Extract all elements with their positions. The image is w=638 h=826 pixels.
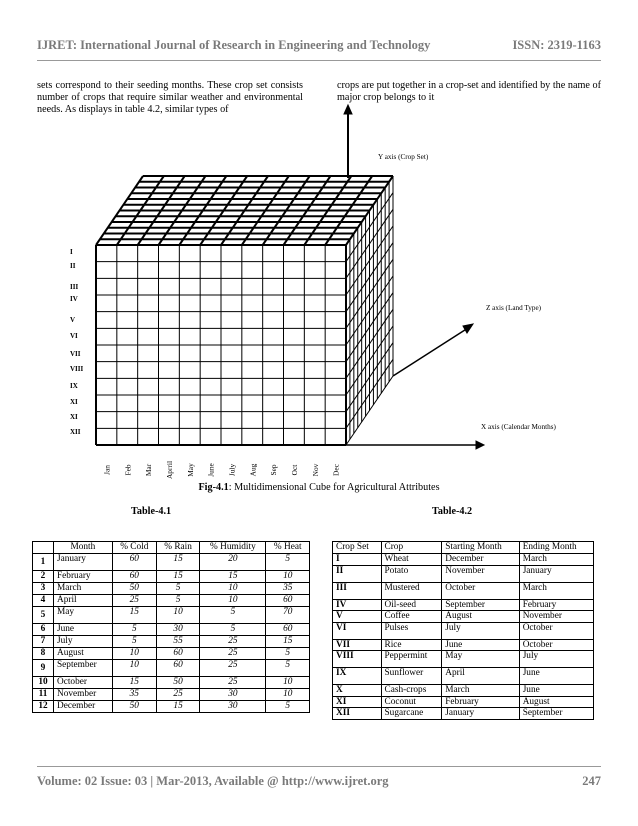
- col-starting-month: Starting Month: [442, 542, 519, 554]
- col-rain: % Rain: [156, 542, 199, 554]
- cell-end: March: [519, 582, 593, 599]
- cell-n: 6: [33, 624, 54, 636]
- cell-month: February: [54, 571, 113, 583]
- cell-n: 9: [33, 660, 54, 677]
- cell-n: 12: [33, 701, 54, 713]
- cell-n: 3: [33, 583, 54, 595]
- table-row: [333, 554, 594, 566]
- cell-set: X: [333, 685, 382, 697]
- cell-humidity: 25: [200, 648, 266, 660]
- cell-heat: 60: [266, 624, 310, 636]
- cell-start: August: [442, 611, 519, 623]
- cell-rain: 30: [156, 624, 199, 636]
- cell-set: I: [333, 554, 382, 566]
- cell-start: March: [442, 685, 519, 697]
- cell-end: October: [519, 622, 593, 639]
- cell-humidity: 30: [200, 701, 266, 713]
- cell-set: IX: [333, 668, 382, 685]
- cell-crop: Coconut: [381, 696, 442, 708]
- cell-crop: Sunflower: [381, 668, 442, 685]
- row-label: VI: [70, 332, 78, 340]
- cell-end: March: [519, 554, 593, 566]
- cell-crop: Wheat: [381, 554, 442, 566]
- crop-set-table: [332, 541, 594, 720]
- table-row: [333, 668, 594, 685]
- footer-volume: Volume: 02 Issue: 03 | Mar-2013, Available @ http://www.ijret.org: [37, 774, 389, 788]
- table1-caption: Table-4.1: [131, 506, 172, 517]
- cell-cold: 5: [112, 636, 156, 648]
- cell-cold: 25: [112, 595, 156, 607]
- cell-end: August: [519, 696, 593, 708]
- cell-heat: 70: [266, 607, 310, 624]
- weather-table: [32, 541, 310, 713]
- cell-cold: 15: [112, 677, 156, 689]
- cell-set: XII: [333, 708, 382, 720]
- cell-set: VI: [333, 622, 382, 639]
- cell-heat: 5: [266, 660, 310, 677]
- row-label: XI: [70, 398, 78, 406]
- cell-cold: 5: [112, 624, 156, 636]
- cell-start: January: [442, 708, 519, 720]
- cell-month: May: [54, 607, 113, 624]
- figure-caption-text: : Multidimensional Cube for Agricultural Attributes: [228, 482, 440, 493]
- cell-n: 10: [33, 677, 54, 689]
- journal-title: IJRET: International Journal of Research in Engineering and Technology: [37, 38, 431, 52]
- table-row: [33, 660, 310, 677]
- col-crop: Crop: [381, 542, 442, 554]
- cell-cold: 10: [112, 648, 156, 660]
- table-row: [333, 582, 594, 599]
- cell-humidity: 30: [200, 689, 266, 701]
- table-row: [33, 583, 310, 595]
- cell-set: VIII: [333, 651, 382, 668]
- cell-rain: 55: [156, 636, 199, 648]
- page-number: 247: [582, 774, 601, 788]
- cell-month: November: [54, 689, 113, 701]
- cell-rain: 15: [156, 554, 199, 571]
- month-label: Sep: [269, 464, 279, 476]
- cell-crop: Oil-seed: [381, 599, 442, 611]
- cell-start: July: [442, 622, 519, 639]
- table-row: [33, 607, 310, 624]
- table-row: [33, 701, 310, 713]
- cell-start: June: [442, 639, 519, 651]
- journal-link[interactable]: http://www.ijret.org: [281, 774, 389, 788]
- cell-humidity: 15: [200, 571, 266, 583]
- table-row: [333, 685, 594, 697]
- month-label: Aprril: [164, 460, 174, 480]
- cell-end: January: [519, 565, 593, 582]
- cell-n: 11: [33, 689, 54, 701]
- z-axis-line: [393, 328, 468, 376]
- table-row: [33, 554, 310, 571]
- cell-rain: 60: [156, 660, 199, 677]
- x-axis-arrow-icon: [476, 441, 484, 449]
- cell-rain: 50: [156, 677, 199, 689]
- table-row: [33, 689, 310, 701]
- table-row: [33, 571, 310, 583]
- cell-humidity: 10: [200, 583, 266, 595]
- month-label: Nov: [310, 463, 320, 477]
- y-axis-label: Y axis (Crop Set): [378, 153, 429, 161]
- cell-rain: 60: [156, 648, 199, 660]
- col-cold: % Cold: [112, 542, 156, 554]
- cell-set: XI: [333, 696, 382, 708]
- month-label: Mar: [144, 463, 154, 477]
- row-label: XI: [70, 413, 78, 421]
- col-crop-set: Crop Set: [333, 542, 382, 554]
- cell-month: June: [54, 624, 113, 636]
- cell-rain: 10: [156, 607, 199, 624]
- cell-cold: 15: [112, 607, 156, 624]
- month-label: Oct: [289, 464, 299, 476]
- cell-rain: 5: [156, 583, 199, 595]
- cell-cold: 50: [112, 701, 156, 713]
- cell-set: VII: [333, 639, 382, 651]
- cell-month: July: [54, 636, 113, 648]
- cell-n: 5: [33, 607, 54, 624]
- col-ending-month: Ending Month: [519, 542, 593, 554]
- cell-cold: 10: [112, 660, 156, 677]
- cell-humidity: 10: [200, 595, 266, 607]
- cell-end: February: [519, 599, 593, 611]
- row-label: V: [70, 316, 76, 324]
- month-label: May: [185, 463, 195, 477]
- month-label: July: [227, 463, 237, 477]
- cell-month: January: [54, 554, 113, 571]
- cell-heat: 5: [266, 554, 310, 571]
- table2-caption: Table-4.2: [432, 506, 473, 517]
- cell-rain: 15: [156, 571, 199, 583]
- figure-caption-label: Fig-4.1: [198, 482, 229, 493]
- table-row: [333, 622, 594, 639]
- figure-caption: [0, 482, 638, 493]
- table-header-row: [33, 542, 310, 554]
- row-label: VII: [70, 350, 81, 358]
- cell-end: June: [519, 668, 593, 685]
- cell-n: 8: [33, 648, 54, 660]
- table-row: [333, 565, 594, 582]
- cell-crop: Cash-crops: [381, 685, 442, 697]
- cell-start: May: [442, 651, 519, 668]
- z-axis-label: Z axis (Land Type): [486, 304, 542, 312]
- cell-set: IV: [333, 599, 382, 611]
- month-label: Feb: [123, 464, 133, 476]
- cell-month: April: [54, 595, 113, 607]
- row-label: III: [70, 283, 79, 291]
- cell-heat: 15: [266, 636, 310, 648]
- cell-end: June: [519, 685, 593, 697]
- cell-n: 4: [33, 595, 54, 607]
- cell-crop: Sugarcane: [381, 708, 442, 720]
- cell-month: September: [54, 660, 113, 677]
- footer-rule: [37, 766, 601, 767]
- cell-month: August: [54, 648, 113, 660]
- cell-rain: 15: [156, 701, 199, 713]
- x-axis-label: X axis (Calendar Months): [481, 423, 556, 431]
- col-month: Month: [54, 542, 113, 554]
- y-axis-arrow-icon: [344, 105, 352, 114]
- cell-heat: 35: [266, 583, 310, 595]
- cell-humidity: 25: [200, 677, 266, 689]
- cell-cold: 50: [112, 583, 156, 595]
- row-label: II: [70, 262, 76, 270]
- month-label: June: [206, 463, 216, 477]
- cell-month: March: [54, 583, 113, 595]
- cell-cold: 60: [112, 571, 156, 583]
- cell-start: September: [442, 599, 519, 611]
- cell-start: February: [442, 696, 519, 708]
- cell-start: October: [442, 582, 519, 599]
- cell-n: 2: [33, 571, 54, 583]
- table-row: [333, 696, 594, 708]
- cell-heat: 10: [266, 677, 310, 689]
- table-row: [33, 677, 310, 689]
- cell-month: December: [54, 701, 113, 713]
- cell-set: III: [333, 582, 382, 599]
- cell-heat: 5: [266, 648, 310, 660]
- cell-crop: Coffee: [381, 611, 442, 623]
- issn: ISSN: 2319-1163: [512, 38, 601, 52]
- row-label: XII: [70, 428, 81, 436]
- table-row: [333, 651, 594, 668]
- cell-humidity: 5: [200, 624, 266, 636]
- z-axis-arrow-icon: [463, 324, 473, 333]
- cell-humidity: 25: [200, 636, 266, 648]
- cell-n: 1: [33, 554, 54, 571]
- cell-crop: Mustered: [381, 582, 442, 599]
- cell-heat: 60: [266, 595, 310, 607]
- table-row: [33, 648, 310, 660]
- cell-crop: Pulses: [381, 622, 442, 639]
- month-label: Dec: [331, 464, 341, 476]
- row-label: VIII: [70, 365, 84, 373]
- month-label: Aug: [248, 463, 258, 477]
- col-heat: % Heat: [266, 542, 310, 554]
- month-label: Jan: [102, 465, 112, 475]
- table-row: [33, 624, 310, 636]
- cell-humidity: 5: [200, 607, 266, 624]
- cell-crop: Rice: [381, 639, 442, 651]
- row-label: I: [70, 248, 73, 256]
- table-row: [33, 595, 310, 607]
- cell-heat: 5: [266, 701, 310, 713]
- cell-end: September: [519, 708, 593, 720]
- cell-start: April: [442, 668, 519, 685]
- row-label: IV: [70, 295, 78, 303]
- table-header-row: [333, 542, 594, 554]
- cell-start: November: [442, 565, 519, 582]
- cell-month: October: [54, 677, 113, 689]
- cell-crop: Peppermint: [381, 651, 442, 668]
- cell-end: July: [519, 651, 593, 668]
- table-row: [333, 611, 594, 623]
- cell-end: November: [519, 611, 593, 623]
- body-text-right: crops are put together in a crop-set and identified by the name of major crop belongs to it: [337, 80, 601, 103]
- cell-crop: Potato: [381, 565, 442, 582]
- page-footer: [37, 774, 601, 789]
- col-humidity: % Humidity: [200, 542, 266, 554]
- cell-humidity: 20: [200, 554, 266, 571]
- cell-heat: 10: [266, 571, 310, 583]
- cell-rain: 5: [156, 595, 199, 607]
- cell-cold: 35: [112, 689, 156, 701]
- cell-set: II: [333, 565, 382, 582]
- table-row: [333, 708, 594, 720]
- table-row: [333, 599, 594, 611]
- cell-rain: 25: [156, 689, 199, 701]
- cell-set: V: [333, 611, 382, 623]
- cell-end: October: [519, 639, 593, 651]
- row-label: IX: [70, 382, 78, 390]
- cell-start: December: [442, 554, 519, 566]
- cell-humidity: 25: [200, 660, 266, 677]
- cell-heat: 10: [266, 689, 310, 701]
- table-row: [333, 639, 594, 651]
- cell-n: 7: [33, 636, 54, 648]
- body-text-left: sets correspond to their seeding months. These crop set consists number of crops that require similar weather and environmental needs. As displays in table 4.2, similar types of: [37, 80, 303, 115]
- cell-cold: 60: [112, 554, 156, 571]
- table-row: [33, 636, 310, 648]
